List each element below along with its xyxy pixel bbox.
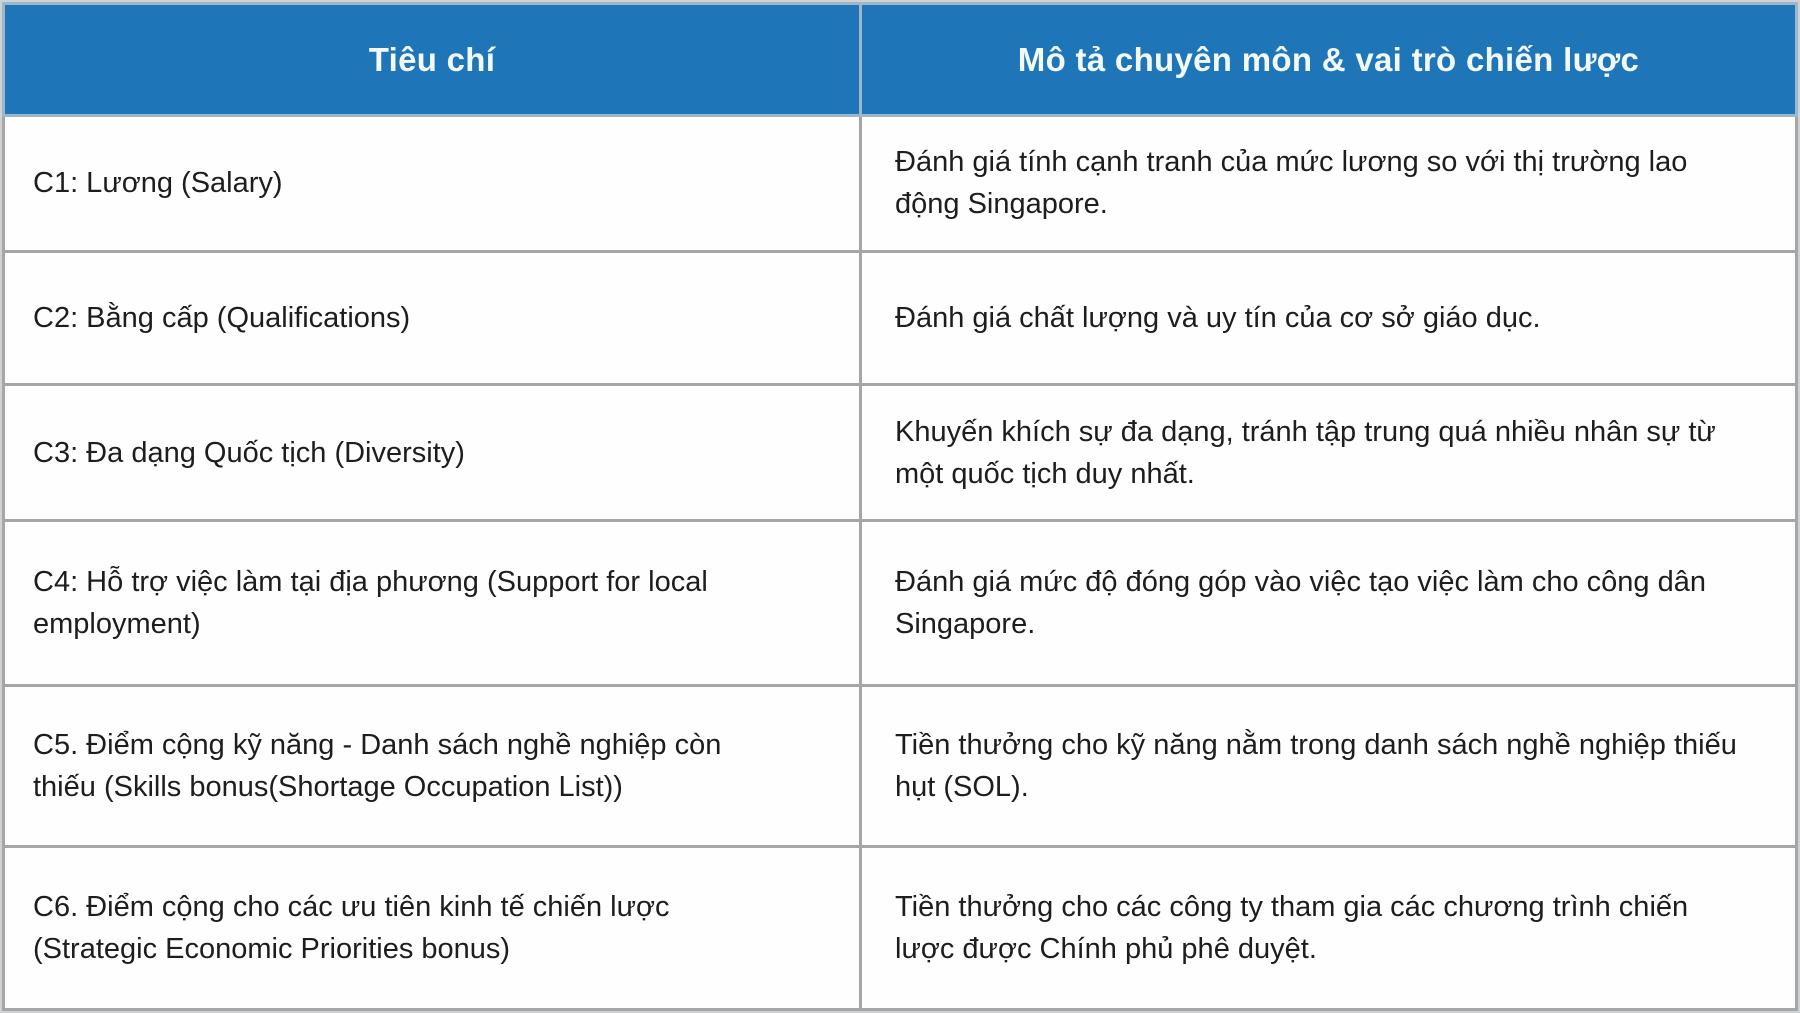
criterion-cell: C1: Lương (Salary) [4,116,861,252]
description-cell: Đánh giá mức độ đóng góp vào việc tạo việc làm cho công dân Singapore. [861,521,1797,686]
criterion-cell: C5. Điểm cộng kỹ năng - Danh sách nghề nghiệp còn thiếu (Skills bonus(Shortage Occupation List)) [4,686,861,847]
criterion-cell: C3: Đa dạng Quốc tịch (Diversity) [4,385,861,521]
column-header-criteria: Tiêu chí [4,4,861,116]
description-cell: Đánh giá tính cạnh tranh của mức lương so với thị trường lao động Singapore. [861,116,1797,252]
description-cell: Tiền thưởng cho kỹ năng nằm trong danh sách nghề nghiệp thiếu hụt (SOL). [861,686,1797,847]
description-cell: Khuyến khích sự đa dạng, tránh tập trung quá nhiều nhân sự từ một quốc tịch duy nhất. [861,385,1797,521]
table-row [4,385,1797,521]
column-header-description: Mô tả chuyên môn & vai trò chiến lược [861,4,1797,116]
table-row [4,521,1797,686]
table-row [4,116,1797,252]
criteria-table [2,2,1798,1011]
table-row [4,847,1797,1010]
description-cell: Đánh giá chất lượng và uy tín của cơ sở giáo dục. [861,251,1797,385]
description-cell: Tiền thưởng cho các công ty tham gia các chương trình chiến lược được Chính phủ phê duyệt. [861,847,1797,1010]
table-row [4,251,1797,385]
criterion-cell: C4: Hỗ trợ việc làm tại địa phương (Support for local employment) [4,521,861,686]
criterion-cell: C6. Điểm cộng cho các ưu tiên kinh tế chiến lược (Strategic Economic Priorities bonus) [4,847,861,1010]
table-header-row [4,4,1797,116]
table-row [4,686,1797,847]
criterion-cell: C2: Bằng cấp (Qualifications) [4,251,861,385]
